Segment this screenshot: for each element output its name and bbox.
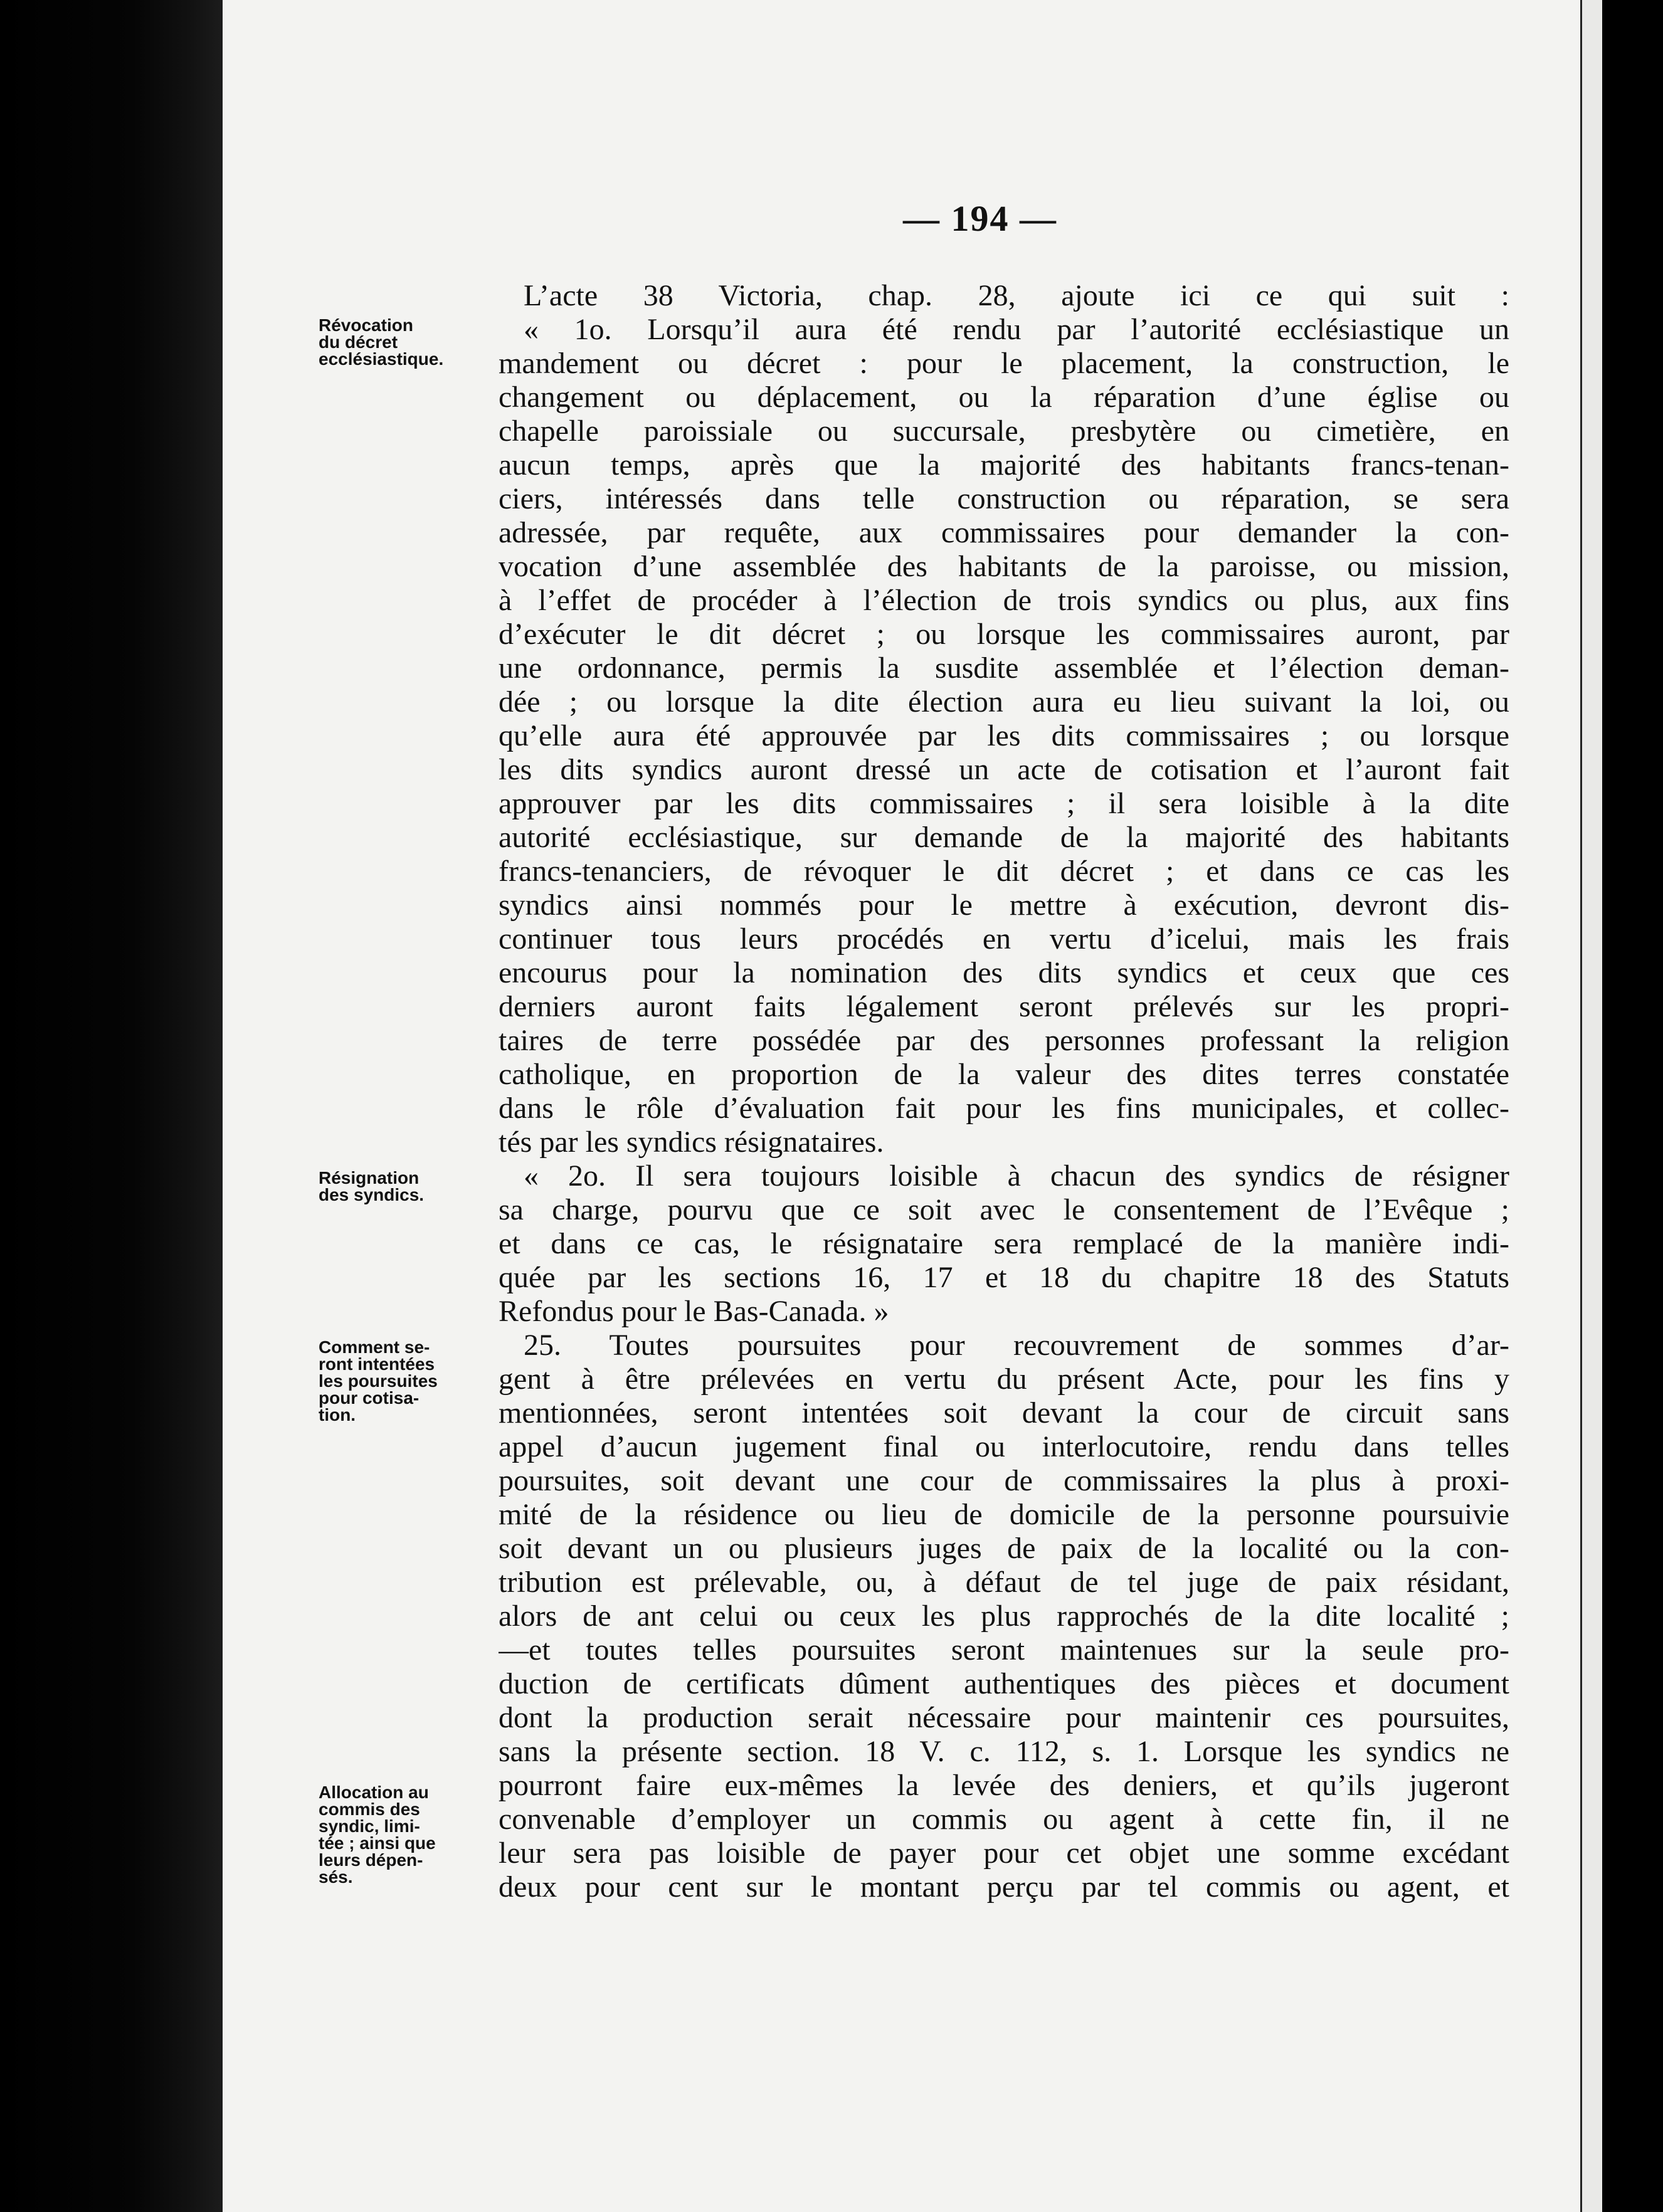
margin-note-poursuites	[319, 1339, 497, 1423]
text-line: alors de ant celui ou ceux les plus rapprochés de la dite localité ;	[499, 1599, 1509, 1633]
margin-note-line: du décret	[319, 332, 398, 352]
margin-note-line: des syndics.	[319, 1185, 425, 1204]
text-line: tribution est prélevable, ou, à défaut de tel juge de paix résidant,	[499, 1566, 1509, 1599]
margin-note-line: commis des	[319, 1799, 420, 1819]
text-line: appel d’aucun jugement final ou interlocutoire, rendu dans telles	[499, 1430, 1509, 1463]
text-line: « 2o. Il sera toujours loisible à chacun des syndics de résigner	[524, 1159, 1509, 1193]
margin-note-line: tée ; ainsi que	[319, 1833, 436, 1853]
text-line: une ordonnance, permis la susdite assemblée et l’élection deman-	[499, 651, 1509, 685]
text-line: mité de la résidence ou lieu de domicile de la personne poursuivie	[499, 1498, 1509, 1531]
text-line: adressée, par requête, aux commissaires pour demander la con-	[499, 516, 1509, 549]
text-line: qu’elle aura été approuvée par les dits commissaires ; ou lorsque	[499, 719, 1509, 752]
text-line: soit devant un ou plusieurs juges de paix de la localité ou la con-	[499, 1532, 1509, 1565]
scan-border	[1602, 0, 1663, 2212]
margin-note-line: ecclésiastique.	[319, 349, 444, 369]
margin-note-line: leurs dépen-	[319, 1850, 423, 1870]
margin-note-line: pour cotisa-	[319, 1388, 420, 1408]
text-line: approuver par les dits commissaires ; il sera loisible à la dite	[499, 787, 1509, 820]
text-line: francs-tenanciers, de révoquer le dit décret ; et dans ce cas les	[499, 855, 1509, 888]
text-line: dée ; ou lorsque la dite élection aura eu lieu suivant la loi, ou	[499, 685, 1509, 719]
text-line: deux pour cent sur le montant perçu par tel commis ou agent, et	[499, 1870, 1509, 1904]
text-line: sa charge, pourvu que ce soit avec le consentement de l’Evêque ;	[499, 1193, 1509, 1226]
text-line: poursuites, soit devant une cour de commissaires la plus à proxi-	[499, 1464, 1509, 1497]
margin-note-line: tion.	[319, 1405, 356, 1425]
text-line: tés par les syndics résignataires.	[499, 1125, 884, 1159]
text-line: syndics ainsi nommés pour le mettre à exécution, devront dis-	[499, 888, 1509, 922]
next-page-edge	[1580, 0, 1604, 2212]
text-line: sans la présente section. 18 V. c. 112, s. 1. Lorsque les syndics ne	[499, 1735, 1509, 1768]
text-line: pourront faire eux-mêmes la levée des deniers, et qu’ils jugeront	[499, 1769, 1509, 1802]
text-line: aucun temps, après que la majorité des habitants francs-tenan-	[499, 448, 1509, 482]
text-line: mandement ou décret : pour le placement, la construction, le	[499, 347, 1509, 380]
text-line: dont la production serait nécessaire pour maintenir ces poursuites,	[499, 1701, 1509, 1734]
margin-note-line: Comment se-	[319, 1337, 430, 1357]
text-line: les dits syndics auront dressé un acte de cotisation et l’auront fait	[499, 753, 1509, 786]
text-line: Refondus pour le Bas-Canada. »	[499, 1295, 889, 1328]
text-line: taires de terre possédée par des personnes professant la religion	[499, 1024, 1509, 1057]
text-line: mentionnées, seront intentées soit devant la cour de circuit sans	[499, 1396, 1509, 1430]
margin-note-resignation	[319, 1169, 497, 1203]
text-line: chapelle paroissiale ou succursale, presbytère ou cimetière, en	[499, 414, 1509, 448]
text-line: —et toutes telles poursuites seront maintenues sur la seule pro-	[499, 1633, 1509, 1667]
text-line: « 1o. Lorsqu’il aura été rendu par l’autorité ecclésiastique un	[524, 313, 1509, 346]
margin-note-allocation	[319, 1784, 497, 1885]
text-line: catholique, en proportion de la valeur des dites terres constatée	[499, 1058, 1509, 1091]
text-line: convenable d’employer un commis ou agent à cette fin, il ne	[499, 1803, 1509, 1836]
margin-note-line: Révocation	[319, 315, 413, 335]
margin-note-line: Résignation	[319, 1168, 420, 1188]
text-line: continuer tous leurs procédés en vertu d’icelui, mais les frais	[499, 922, 1509, 956]
margin-note-line: les poursuites	[319, 1371, 438, 1391]
text-line: ciers, intéressés dans telle construction ou réparation, se sera	[499, 482, 1509, 515]
text-line: d’exécuter le dit décret ; ou lorsque les commissaires auront, par	[499, 618, 1509, 651]
text-line: changement ou déplacement, ou la réparation d’une église ou	[499, 381, 1509, 414]
margin-note-line: ront intentées	[319, 1354, 435, 1374]
text-line: 25. Toutes poursuites pour recouvrement de sommes d’ar-	[524, 1329, 1509, 1362]
text-line: à l’effet de procéder à l’élection de trois syndics ou plus, aux fins	[499, 584, 1509, 617]
page-number: — 194 —	[903, 198, 1057, 239]
text-line: duction de certificats dûment authentiques des pièces et document	[499, 1667, 1509, 1700]
text-line: derniers auront faits légalement seront prélevés sur les propri-	[499, 990, 1509, 1023]
text-line: encourus pour la nomination des dits syndics et ceux que ces	[499, 956, 1509, 989]
text-line: quée par les sections 16, 17 et 18 du chapitre 18 des Statuts	[499, 1261, 1509, 1294]
margin-note-revocation	[319, 317, 497, 367]
margin-note-line: Allocation au	[319, 1783, 429, 1802]
margin-note-line: sés.	[319, 1867, 353, 1887]
text-line: autorité ecclésiastique, sur demande de la majorité des habitants	[499, 821, 1509, 854]
book-spine	[0, 0, 223, 2212]
margin-note-line: syndic, limi-	[319, 1816, 420, 1836]
text-line: gent à être prélevées en vertu du présent Acte, pour les fins y	[499, 1362, 1509, 1396]
text-line: leur sera pas loisible de payer pour cet objet une somme excédant	[499, 1836, 1509, 1870]
text-line: L’acte 38 Victoria, chap. 28, ajoute ici ce qui suit :	[524, 279, 1509, 312]
text-line: et dans ce cas, le résignataire sera remplacé de la manière indi-	[499, 1227, 1509, 1260]
text-line: vocation d’une assemblée des habitants de la paroisse, ou mission,	[499, 550, 1509, 583]
body-text	[499, 279, 1509, 1904]
text-line: dans le rôle d’évaluation fait pour les fins municipales, et collec-	[499, 1092, 1509, 1125]
